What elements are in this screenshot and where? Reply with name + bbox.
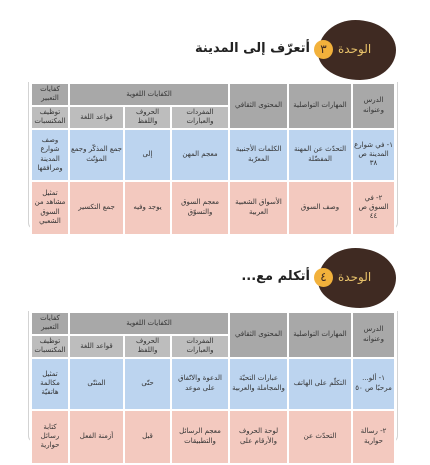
letters-cell: إلى bbox=[124, 129, 171, 181]
header-expression: كفايات التعبير bbox=[31, 83, 69, 106]
header-linguistic: الكفايات اللغوية bbox=[69, 83, 229, 106]
header-grammar: قواعد اللغة bbox=[69, 335, 124, 358]
unit-3-curriculum-table bbox=[30, 82, 396, 236]
unit-label: الوحدة bbox=[338, 270, 372, 284]
skills-cell: وصف السوق bbox=[288, 181, 352, 235]
vocab-cell: معجم الرسائل والتطبيقات bbox=[171, 410, 229, 464]
expression-cell: تمثيل مشاهد من السوق الشعبي bbox=[31, 181, 69, 235]
header-skills: المهارات التواصلية bbox=[288, 83, 352, 129]
table-row bbox=[31, 358, 395, 410]
grammar-cell: جمع التكسير bbox=[69, 181, 124, 235]
header-letters: الحروف واللفظ bbox=[124, 335, 171, 358]
header-lesson: الدرس وعنوانه bbox=[352, 312, 395, 358]
table-row bbox=[31, 410, 395, 464]
header-linguistic: الكفايات اللغوية bbox=[69, 312, 229, 335]
unit-4-header bbox=[0, 248, 430, 304]
skills-cell: التحدّث عن bbox=[288, 410, 352, 464]
header-skills: المهارات التواصلية bbox=[288, 312, 352, 358]
letters-cell: قبل bbox=[124, 410, 171, 464]
unit-number-badge: ٣ bbox=[314, 40, 333, 59]
lesson-cell: ١- ألو... مرحبًا ص ٥٠ bbox=[352, 358, 395, 410]
skills-cell: التكلّم على الهاتف bbox=[288, 358, 352, 410]
lesson-cell: ١- في شوارع المدينة ص ٣٨ bbox=[352, 129, 395, 181]
header-letters: الحروف واللفظ bbox=[124, 106, 171, 129]
header-expression: كفايات التعبير bbox=[31, 312, 69, 335]
cultural-cell: الأسواق الشعبية العربية bbox=[229, 181, 288, 235]
header-usage: توظيف المكتسبات bbox=[31, 335, 69, 358]
expression-cell: كتابة رسائل حوارية bbox=[31, 410, 69, 464]
header-usage: توظيف المكتسبات bbox=[31, 106, 69, 129]
vocab-cell: الدعوة والاتّفاق على موعد bbox=[171, 358, 229, 410]
cultural-cell: عبارات التحيّة والمجاملة والعربية bbox=[229, 358, 288, 410]
unit-title: أتعرّف إلى المدينة bbox=[194, 41, 310, 56]
unit-4-curriculum-table bbox=[30, 311, 396, 465]
expression-cell: وصف شوارع المدينة ومرافقها bbox=[31, 129, 69, 181]
cultural-cell: لوحة الحروف والأرقام على bbox=[229, 410, 288, 464]
lesson-cell: ٢- رسالة حوارية bbox=[352, 410, 395, 464]
table-row bbox=[31, 181, 395, 235]
header-lesson: الدرس وعنوانه bbox=[352, 83, 395, 129]
grammar-cell: أزمنة الفعل bbox=[69, 410, 124, 464]
expression-cell: تمثيل مكالمة هاتفيّة bbox=[31, 358, 69, 410]
table-row bbox=[31, 129, 395, 181]
skills-cell: التحدّث عن المهنة المفضّلة bbox=[288, 129, 352, 181]
unit-title: أتكلم مع... bbox=[241, 269, 310, 284]
header-vocab: المفردات والعبارات bbox=[171, 335, 229, 358]
letters-cell: حتّى bbox=[124, 358, 171, 410]
vocab-cell: معجم السوق والتسوّق bbox=[171, 181, 229, 235]
unit-number-badge: ٤ bbox=[314, 268, 333, 287]
header-cultural: المحتوى الثقافي bbox=[229, 312, 288, 358]
unit-3-header bbox=[0, 20, 430, 76]
header-grammar: قواعد اللغة bbox=[69, 106, 124, 129]
vocab-cell: معجم المهن bbox=[171, 129, 229, 181]
cultural-cell: الكلمات الأجنبية المعرّبة bbox=[229, 129, 288, 181]
header-vocab: المفردات والعبارات bbox=[171, 106, 229, 129]
grammar-cell: المثنّى bbox=[69, 358, 124, 410]
grammar-cell: جمع المذكّر وجمع المؤنّث bbox=[69, 129, 124, 181]
header-cultural: المحتوى الثقافي bbox=[229, 83, 288, 129]
unit-label: الوحدة bbox=[338, 42, 372, 56]
lesson-cell: ٢- في السوق ص ٤٤ bbox=[352, 181, 395, 235]
letters-cell: يوجد وفيه bbox=[124, 181, 171, 235]
